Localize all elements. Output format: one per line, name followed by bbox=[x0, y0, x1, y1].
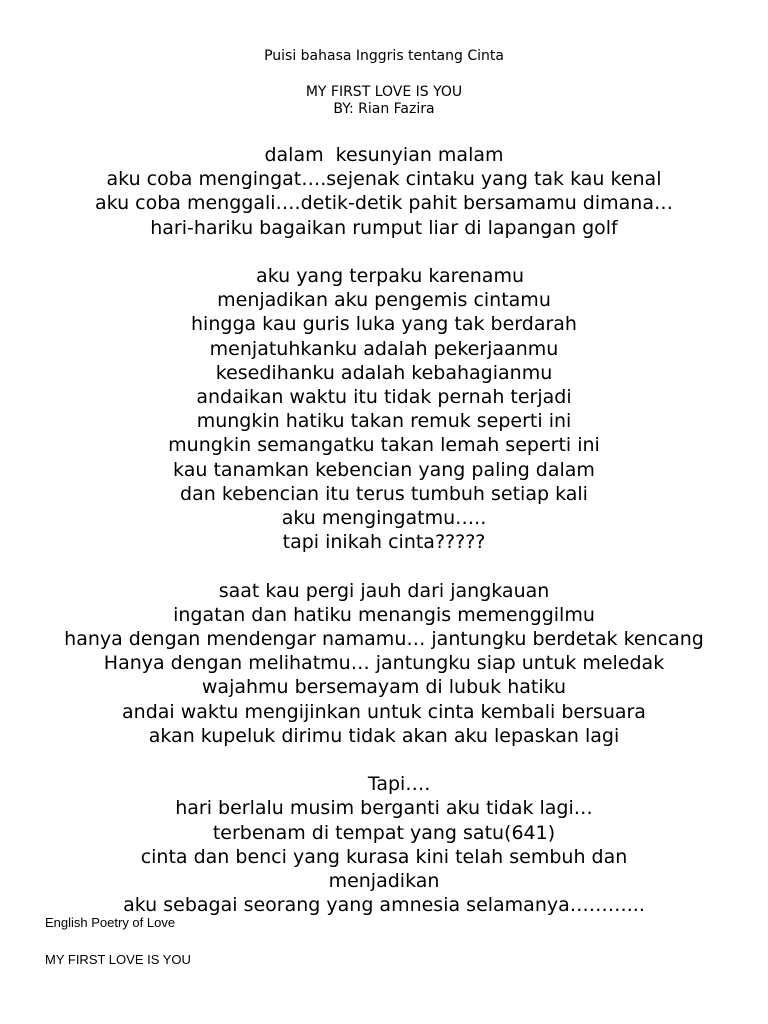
poem-line: wajahmu bersemayam di lubuk hatiku bbox=[201, 676, 567, 699]
poem-line: mungkin hatiku takan remuk seperti ini bbox=[196, 410, 572, 433]
poem-line: hingga kau guris luka yang tak berdarah bbox=[191, 313, 577, 336]
poem-line: aku sebagai seorang yang amnesia selamanya………... bbox=[123, 894, 645, 917]
poem-line: aku mengingatmu….. bbox=[281, 507, 487, 530]
poem-stanza bbox=[0, 143, 768, 240]
poem-line: andai waktu mengijinkan untuk cinta kembali bersuara bbox=[122, 700, 646, 723]
poem-line: menjatuhkanku adalah pekerjaanmu bbox=[209, 337, 559, 360]
poem-line: Tapi…. bbox=[337, 773, 431, 796]
poem-body bbox=[0, 143, 768, 917]
document-subtitle: Puisi bahasa Inggris tentang Cinta bbox=[264, 48, 504, 64]
poem-line: cinta dan benci yang kurasa kini telah sembuh dan bbox=[140, 845, 628, 868]
poem-line: terbenam di tempat yang satu(641) bbox=[212, 821, 556, 844]
poem-line: kau tanamkan kebencian yang paling dalam bbox=[173, 458, 595, 481]
poem-line: aku coba mengingat….sejenak cintaku yang tak kau kenal bbox=[106, 168, 662, 191]
footer-caption: English Poetry of Love bbox=[45, 915, 176, 930]
poem-line: dan kebencian itu terus tumbuh setiap kali bbox=[180, 482, 588, 505]
poem-line: aku yang terpaku karenamu bbox=[243, 265, 525, 287]
poem-line: dalam kesunyian malam bbox=[264, 144, 504, 166]
poem-line: andaikan waktu itu tidak pernah terjadi bbox=[196, 386, 572, 409]
poem-line: kesedihanku adalah kebahagianmu bbox=[215, 361, 553, 384]
poem-title: MY FIRST LOVE IS YOU bbox=[305, 84, 463, 100]
footer-title: MY FIRST LOVE IS YOU bbox=[45, 952, 191, 967]
poem-author: BY: Rian Fazira bbox=[333, 101, 435, 117]
poem-line: akan kupeluk dirimu tidak akan aku lepaskan lagi bbox=[148, 724, 620, 747]
poem-stanza bbox=[0, 264, 768, 554]
poem-line: saat kau pergi jauh dari jangkauan bbox=[218, 579, 550, 602]
poem-line: hari-hariku bagaikan rumput liar di lapangan golf bbox=[150, 216, 618, 239]
poem-line: mungkin semangatku takan lemah seperti ini bbox=[168, 434, 600, 457]
poem-line: hari berlalu musim berganti aku tidak lagi… bbox=[175, 797, 593, 820]
poem-line: Hanya dengan melihatmu… jantungku siap untuk meledak bbox=[103, 652, 665, 675]
poem-line: tapi inikah cinta????? bbox=[282, 531, 486, 554]
poem-line: aku coba menggali….detik-detik pahit bersamamu dimana… bbox=[95, 192, 673, 215]
poem-line: ingatan dan hatiku menangis memenggilmu bbox=[173, 603, 595, 626]
poem-stanza bbox=[0, 579, 768, 748]
poem-line: menjadikan bbox=[328, 870, 440, 893]
poem-line: menjadikan aku pengemis cintamu bbox=[217, 289, 551, 312]
poem-line: hanya dengan mendengar namamu… jantungku berdetak kencang bbox=[64, 628, 704, 651]
poem-stanza bbox=[0, 772, 768, 917]
